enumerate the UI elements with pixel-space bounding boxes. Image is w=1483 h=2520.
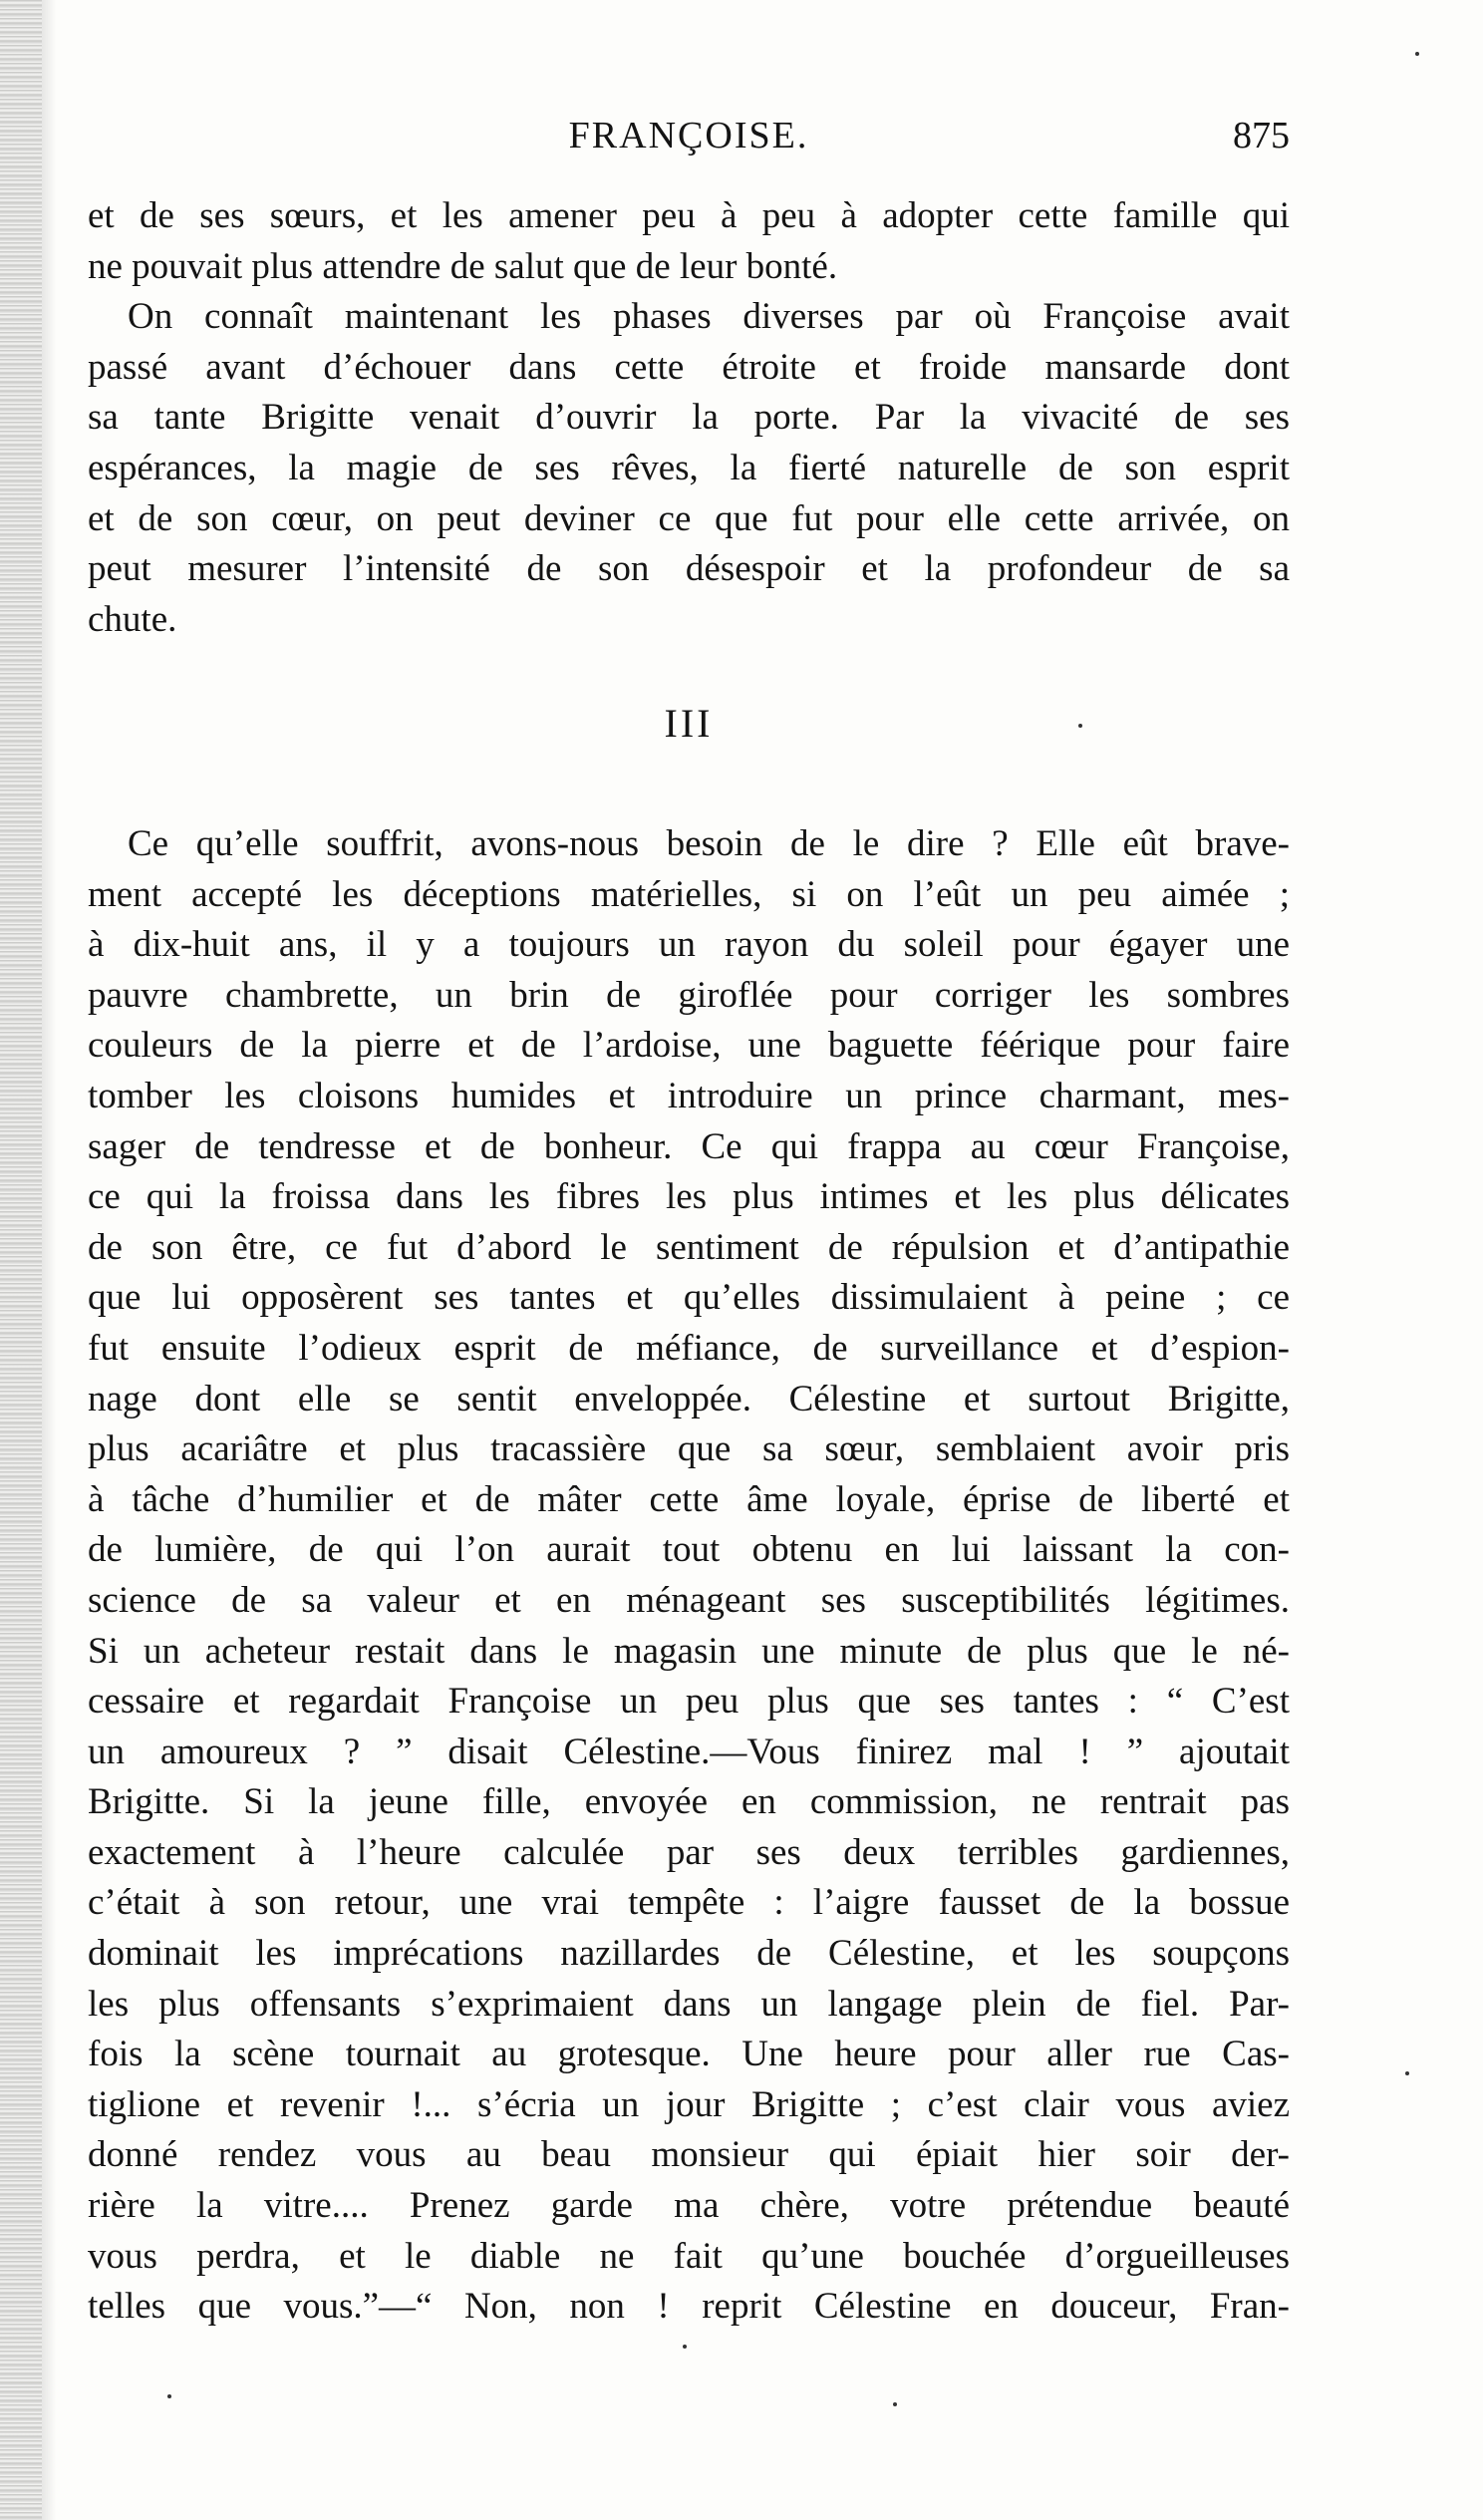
text-line: Brigitte. Si la jeune fille, envoyée en commission, ne rentrait pas <box>88 1781 1290 1823</box>
text-line: pauvre chambrette, un brin de giroflée pour corriger les sombres <box>88 974 1290 1016</box>
text-line: peut mesurer l’intensité de son désespoir et la profondeur de sa <box>88 548 1290 590</box>
text-line: sa tante Brigitte venait d’ouvrir la porte. Par la vivacité de ses <box>88 397 1290 439</box>
text-line: un amoureux ? ” disait Célestine.—Vous finirez mal ! ” ajoutait <box>88 1731 1290 1772</box>
text-line: et de ses sœurs, et les amener peu à peu à adopter cette famille qui <box>88 195 1290 236</box>
print-speck <box>683 2345 687 2349</box>
text-line: telles que vous.”—“ Non, non ! reprit Célestine en douceur, Fran- <box>88 2286 1290 2328</box>
text-line: ce qui la froissa dans les fibres les plus intimes et les plus délicates <box>88 1176 1290 1218</box>
page-number: 875 <box>1233 115 1290 157</box>
text-line: de son être, ce fut d’abord le sentiment de répulsion et d’antipathie <box>88 1226 1290 1268</box>
paragraph-phases <box>88 292 1290 645</box>
text-line: dominait les imprécations nazillardes de Célestine, et les soupçons <box>88 1933 1290 1975</box>
text-line: exactement à l’heure calculée par ses deux terribles gardiennes, <box>88 1831 1290 1873</box>
text-line: science de sa valeur et en ménageant ses susceptibilités légitimes. <box>88 1579 1290 1621</box>
print-speck <box>893 2402 897 2406</box>
text-line: espérances, la magie de ses rêves, la fierté naturelle de son esprit <box>88 447 1290 488</box>
text-line: fut ensuite l’odieux esprit de méfiance, de surveillance et d’espion- <box>88 1327 1290 1369</box>
text-line: Si un acheteur restait dans le magasin une minute de plus que le né- <box>88 1630 1290 1672</box>
text-line: les plus offensants s’exprimaient dans un langage plein de fiel. Par- <box>88 1983 1290 2025</box>
text-line: donné rendez vous au beau monsieur qui épiait hier soir der- <box>88 2134 1290 2176</box>
text-line: nage dont elle se sentit enveloppée. Célestine et surtout Brigitte, <box>88 1378 1290 1419</box>
paragraph-continuation <box>88 191 1290 292</box>
text-line: couleurs de la pierre et de l’ardoise, une baguette féérique pour faire <box>88 1025 1290 1067</box>
print-speck <box>167 2394 171 2398</box>
page-binding-edge <box>0 0 42 2520</box>
text-line: vous perdra, et le diable ne fait qu’une bouchée d’orgueilleuses <box>88 2235 1290 2277</box>
print-speck <box>1405 2071 1409 2075</box>
paragraph-main <box>88 819 1290 2333</box>
print-speck <box>1415 52 1419 56</box>
text-line: passé avant d’échouer dans cette étroite et froide mansarde dont <box>88 346 1290 388</box>
text-line: ment accepté les déceptions matérielles, si on l’eût un peu aimée ; <box>88 873 1290 915</box>
text-line: fois la scène tournait au grotesque. Une heure pour aller rue Cas- <box>88 2034 1290 2075</box>
text-line: Ce qu’elle souffrit, avons-nous besoin de le dire ? Elle eût brave- <box>128 823 1290 864</box>
text-line: On connaît maintenant les phases diverses par où Françoise avait <box>128 296 1290 338</box>
running-title: FRANÇOISE. <box>568 115 809 157</box>
text-line: rière la vitre.... Prenez garde ma chère, votre prétendue beauté <box>88 2185 1290 2227</box>
text-line: cessaire et regardait Françoise un peu plus que ses tantes : “ C’est <box>88 1681 1290 1723</box>
text-line: chute. <box>88 598 177 640</box>
text-line: de lumière, de qui l’on aurait tout obtenu en lui laissant la con- <box>88 1529 1290 1571</box>
text-line: ne pouvait plus attendre de salut que de leur bonté. <box>88 245 838 287</box>
text-line: tiglione et revenir !... s’écria un jour Brigitte ; c’est clair vous aviez <box>88 2083 1290 2125</box>
page-header <box>88 112 1290 159</box>
text-line: que lui opposèrent ses tantes et qu’elles dissimulaient à peine ; ce <box>88 1277 1290 1319</box>
text-line: plus acariâtre et plus tracassière que sa sœur, semblaient avoir pris <box>88 1428 1290 1470</box>
print-speck <box>1078 724 1082 728</box>
section-heading: III <box>664 701 714 746</box>
text-line: à dix-huit ans, il y a toujours un rayon du soleil pour égayer une <box>88 924 1290 966</box>
text-line: tomber les cloisons humides et introduire un prince charmant, mes- <box>88 1075 1290 1116</box>
text-line: c’était à son retour, une vrai tempête : l’aigre fausset de la bossue <box>88 1882 1290 1924</box>
text-line: sager de tendresse et de bonheur. Ce qui frappa au cœur Françoise, <box>88 1125 1290 1167</box>
text-line: à tâche d’humilier et de mâter cette âme loyale, éprise de liberté et <box>88 1478 1290 1520</box>
text-line: et de son cœur, on peut deviner ce que fut pour elle cette arrivée, on <box>88 497 1290 539</box>
